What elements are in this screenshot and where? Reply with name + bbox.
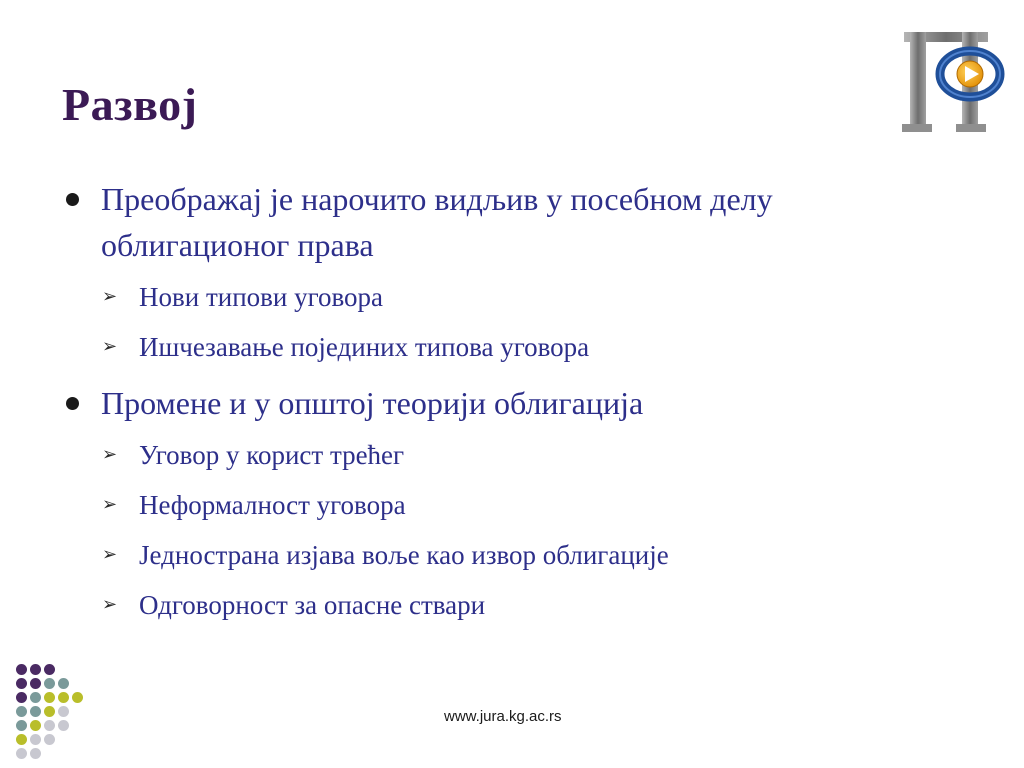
list-item xyxy=(62,580,962,630)
decorative-dot xyxy=(58,692,69,703)
bullet-dot-icon xyxy=(66,193,79,206)
decorative-dot xyxy=(16,706,27,717)
bullet-list xyxy=(62,176,962,630)
list-item-text: Уговор у корист трећег xyxy=(139,440,405,470)
list-item xyxy=(62,480,962,530)
list-item-text: Одговорност за опасне ствари xyxy=(139,590,486,620)
decorative-dot xyxy=(44,706,55,717)
arrow-bullet-icon: ➢ xyxy=(102,594,118,615)
list-item-text: Нови типови уговора xyxy=(139,282,384,312)
list-item xyxy=(62,176,962,268)
slide-title: Развој xyxy=(62,79,198,130)
decorative-dot xyxy=(58,706,69,717)
list-item xyxy=(62,272,962,322)
list-item xyxy=(62,322,962,372)
list-item-text: Ишчезавање појединих типова уговора xyxy=(139,332,590,362)
decorative-dot xyxy=(30,734,41,745)
decorative-dot xyxy=(16,748,27,759)
list-item-text: Једнострана изјава воље као извор облигације xyxy=(139,540,669,570)
decorative-dot xyxy=(72,692,83,703)
decorative-dot xyxy=(16,692,27,703)
decorative-dot xyxy=(44,692,55,703)
faculty-logo-icon xyxy=(896,26,1008,138)
arrow-bullet-icon: ➢ xyxy=(102,494,118,515)
footer-url: www.jura.kg.ac.rs xyxy=(444,708,562,725)
decorative-dot xyxy=(44,678,55,689)
list-item xyxy=(62,530,962,580)
list-item xyxy=(62,380,962,426)
decorative-dot xyxy=(44,720,55,731)
decorative-dot xyxy=(58,678,69,689)
list-item-text: Неформалност уговора xyxy=(139,490,406,520)
arrow-bullet-icon: ➢ xyxy=(102,544,118,565)
decorative-dot xyxy=(16,678,27,689)
decorative-dot xyxy=(16,720,27,731)
decorative-dot xyxy=(30,720,41,731)
arrow-bullet-icon: ➢ xyxy=(102,286,118,307)
list-item-text: Преображај је нарочито видљив у посебном делу облигационог права xyxy=(101,181,773,263)
decorative-dot xyxy=(16,664,27,675)
list-item-text: Промене и у општој теорији облигација xyxy=(101,385,644,421)
list-item xyxy=(62,430,962,480)
decorative-dot xyxy=(30,664,41,675)
arrow-bullet-icon: ➢ xyxy=(102,336,118,357)
decorative-dot xyxy=(58,720,69,731)
decorative-dot xyxy=(30,706,41,717)
bullet-dot-icon xyxy=(66,397,79,410)
decorative-dot xyxy=(30,748,41,759)
decorative-dot xyxy=(30,678,41,689)
decorative-dot xyxy=(30,692,41,703)
decorative-dot xyxy=(44,734,55,745)
arrow-bullet-icon: ➢ xyxy=(102,444,118,465)
decorative-dot xyxy=(44,664,55,675)
decorative-dot xyxy=(16,734,27,745)
